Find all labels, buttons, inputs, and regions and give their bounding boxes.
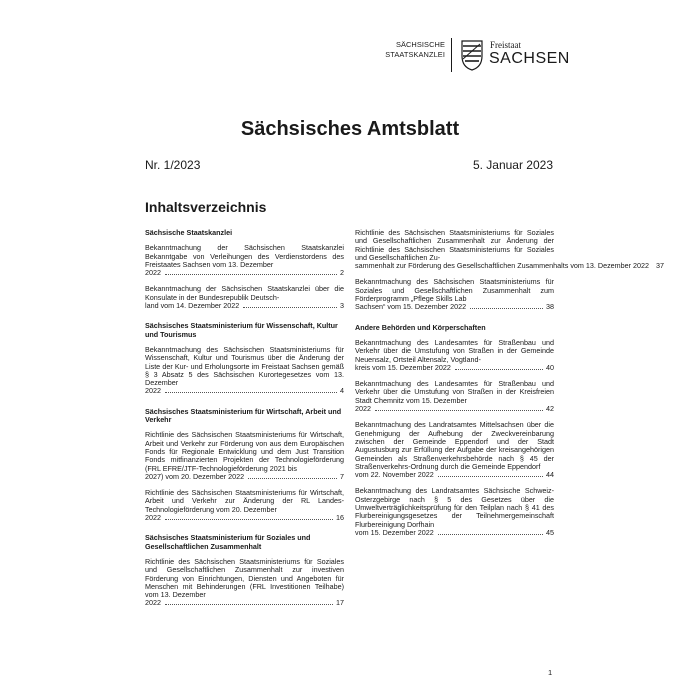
page-ref: 3 xyxy=(340,301,344,311)
entry-text-end: land vom 14. Dezember 2022 xyxy=(145,301,240,311)
toc-entry[interactable] xyxy=(145,431,344,481)
page-ref: 45 xyxy=(546,527,554,537)
page-ref: 42 xyxy=(546,404,554,414)
dot-leader xyxy=(375,409,543,411)
toc-entry[interactable] xyxy=(355,421,554,479)
entry-text: Bekanntmachung des Sächsischen Staatsministeriums für Wissenschaft, Kultur und Tourismus über die Änderung der Liste der Kur- und Erholungsorte im Freistaat Sachsen gemäß § 3 Absatz 5 des Sächsischen Kurortegesetzes vom 13. Dezember xyxy=(145,344,344,388)
entry-text-end: 2022 xyxy=(145,386,161,396)
entry-text-end: 2022 xyxy=(145,598,161,608)
toc-section xyxy=(145,229,344,310)
logo-text-line2: STAATSKANZLEI xyxy=(385,50,445,59)
page-ref: 7 xyxy=(340,471,344,481)
toc-entry[interactable] xyxy=(355,380,554,413)
toc-entry[interactable] xyxy=(355,228,665,271)
coat-of-arms-icon xyxy=(459,38,485,72)
toc-column-left xyxy=(145,229,344,616)
entry-text: Bekanntmachung des Sächsischen Staatsministeriums für Soziales und Gesellschaftlichen Zusammenhalt zum Förderprogramm „Pflege Skills Lab xyxy=(355,277,554,304)
page-ref: 4 xyxy=(340,386,344,396)
document-title: Sächsisches Amtsblatt xyxy=(240,118,460,140)
toc-entry[interactable] xyxy=(145,285,344,310)
entry-text-end: 2022 xyxy=(145,513,161,523)
section-heading: Sächsisches Staatsministerium für Wirtschaft, Arbeit und Verkehr xyxy=(145,406,342,425)
toc-entry[interactable] xyxy=(145,244,344,277)
entry-text: Bekanntmachung des Landesamtes für Straßenbau und Verkehr über die Umstufung von Straßen in der Kreisfreien Stadt Chemnitz vom 15. Dezember xyxy=(355,379,554,405)
logo-divider xyxy=(451,38,452,72)
entry-text: Bekanntmachung der Sächsischen Staatskanzlei über die Konsulate in der Bundesrepublik Deutsch- xyxy=(145,284,344,302)
dot-leader xyxy=(470,307,543,309)
dot-leader xyxy=(165,603,333,605)
page-ref: 38 xyxy=(546,302,554,312)
page-ref: 2 xyxy=(340,268,344,278)
entry-text-end: sammenhalt zur Förderung des Gesellschaftlichen Zusammenhalts vom 13. Dezember 2022 xyxy=(355,261,650,271)
toc-section xyxy=(145,322,344,395)
dot-leader xyxy=(438,533,543,535)
toc-section xyxy=(145,534,344,607)
entry-text-end: kreis vom 15. Dezember 2022 xyxy=(355,362,451,372)
entry-text-end: vom 15. Dezember 2022 xyxy=(355,527,434,537)
logo-text-line1: SÄCHSISCHE xyxy=(395,40,445,49)
toc-entry[interactable] xyxy=(355,339,554,372)
entry-text: Richtlinie des Sächsischen Staatsministeriums für Wirtschaft, Arbeit und Verkehr zur Förderung von aus dem Europäischen Fonds für Regionale Entwicklung und dem Just Transition Fonds mitfinanzierten Projekten der Technologieförderung (FRL EFRE/JTF-Technologieförderung 2021 bis xyxy=(145,430,344,473)
section-heading: Andere Behörden und Körperschaften xyxy=(355,322,486,332)
toc-entry[interactable] xyxy=(355,487,554,537)
dot-leader xyxy=(165,518,333,520)
toc-section xyxy=(355,228,665,312)
dot-leader xyxy=(248,477,337,479)
entry-text-end: 2022 xyxy=(355,404,371,414)
page-ref: 40 xyxy=(546,362,554,372)
page-ref: 44 xyxy=(546,470,554,480)
entry-text-end: 2022 xyxy=(145,268,161,278)
entry-text: Bekanntmachung des Landratsamtes Sächsische Schweiz-Osterzgebirge nach § 5 des Gesetzes über die Umweltverträglichkeitsprüfung für den Teilplan nach § 41 des Flurbereinigungsgesetzes der Teilnehmergemeinschaft Flurbereinigung Dorfhain xyxy=(355,486,554,529)
entry-text: Richtlinie des Sächsischen Staatsministeriums für Soziales und Gesellschaftlichen Zusammenhalt zur investiven Förderung von Einrichtungen, Diensten und Angeboten für Menschen mit Behinderungen (FRL Investitionen Teilhabe) vom 13. Dezember xyxy=(145,556,344,600)
dot-leader xyxy=(438,475,543,477)
logo-freistaat: Freistaat xyxy=(490,40,521,50)
entry-text-end: vom 22. November 2022 xyxy=(355,470,434,480)
dot-leader xyxy=(243,306,337,308)
entry-text: Richtlinie des Sächsischen Staatsministeriums für Soziales und Gesellschaftlichen Zusammenhalt zur Änderung der Richtlinie des Sächsischen Staatsministeriums für Soziales und Gesellschaftlichen Zu- xyxy=(355,228,554,262)
toc-entry[interactable] xyxy=(145,489,344,522)
toc-entry[interactable] xyxy=(355,278,554,311)
page-ref: 16 xyxy=(336,513,344,523)
toc-entry[interactable] xyxy=(145,346,344,396)
page-ref: 37 xyxy=(656,261,665,271)
section-heading: Sächsisches Staatsministerium für Wissenschaft, Kultur und Tourismus xyxy=(145,321,338,339)
entry-text-end: 2027) vom 20. Dezember 2022 xyxy=(145,471,245,481)
entry-text: Bekanntmachung der Sächsischen Staatskanzlei Bekanntgabe von Verleihungen des Verdienstordens des Freistaates Sachsen vom 13. Dezember xyxy=(145,243,344,269)
entry-text-end: Sachsen“ vom 15. Dezember 2022 xyxy=(355,302,467,312)
section-heading: Sächsisches Staatsministerium für Soziales und Gesellschaftlichen Zusammenhalt xyxy=(145,533,311,551)
dot-leader xyxy=(455,368,543,370)
logo-staatskanzlei xyxy=(383,40,445,60)
section-heading: Sächsische Staatskanzlei xyxy=(145,228,233,237)
page-ref: 17 xyxy=(336,598,344,608)
toc-section xyxy=(145,408,344,523)
entry-text: Richtlinie des Sächsischen Staatsministeriums für Wirtschaft, Arbeit und Verkehr zur Änderung der RL Landes-Technologieförderung vom 20. Dezember xyxy=(145,488,344,514)
entry-text: Bekanntmachung des Landesamtes für Straßenbau und Verkehr über die Umstufung von Straßen in der Gemeinde Neuensalz, Ortsteil Altensalz, Vogtland- xyxy=(355,337,554,364)
entry-text: Bekanntmachung des Landratsamtes Mittelsachsen über die Genehmigung der Aufhebung der Zweckvereinbarung zwischen der Gemeinde Eppendorf und der Stadt Augustusburg zur Erfüllung der Aufgabe der kreisangehörigen Gemeinden als Straßenverkehrsbehörde nach § 45 der Straßenverkehrs-Ordnung durch die Gemeinde Eppendorf xyxy=(355,420,554,471)
issue-date: 5. Januar 2023 xyxy=(472,158,553,172)
page-number: 1 xyxy=(548,668,553,677)
logo-sachsen: SACHSEN xyxy=(489,50,570,67)
toc-column-right xyxy=(355,228,665,545)
toc-heading: Inhaltsverzeichnis xyxy=(145,199,267,215)
dot-leader xyxy=(165,391,337,393)
toc-section xyxy=(355,324,554,538)
dot-leader xyxy=(165,273,337,275)
issue-number: Nr. 1/2023 xyxy=(145,158,201,172)
toc-entry[interactable] xyxy=(145,558,344,608)
